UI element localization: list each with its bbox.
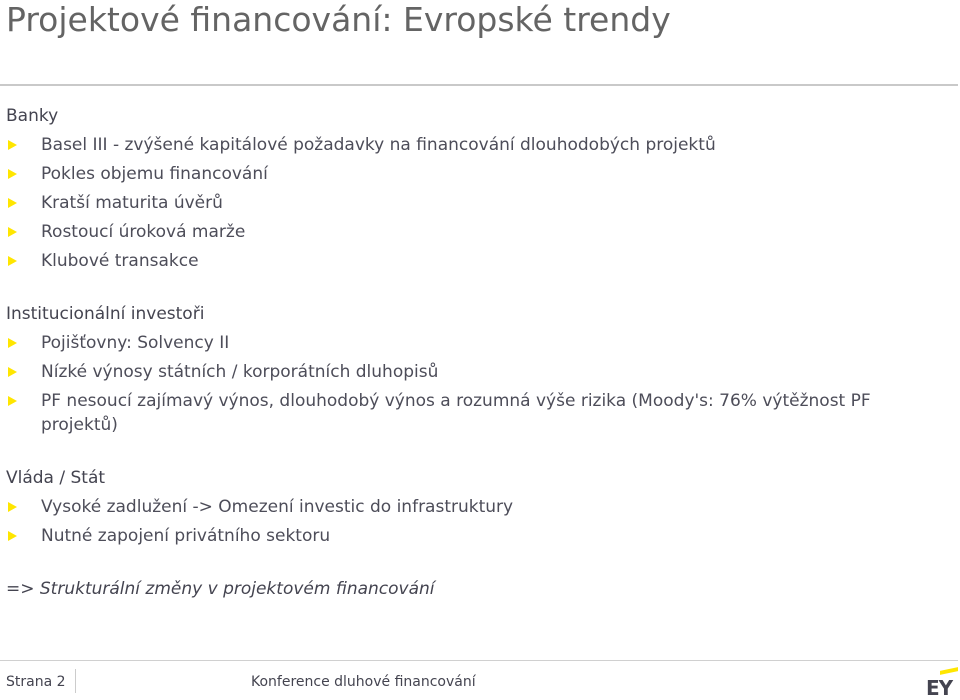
list-item: Kratší maturita úvěrů — [6, 191, 946, 215]
triangle-bullet-icon — [8, 140, 17, 150]
list-item: Basel III - zvýšené kapitálové požadavky na financování dlouhodobých projektů — [6, 133, 946, 157]
triangle-bullet-icon — [8, 198, 17, 208]
triangle-bullet-icon — [8, 169, 17, 179]
triangle-bullet-icon — [8, 396, 17, 406]
bullet-list — [6, 331, 946, 437]
spacer — [6, 278, 946, 302]
triangle-bullet-icon — [8, 227, 17, 237]
ey-logo: EY — [926, 676, 953, 700]
page-title: Projektové financování: Evropské trendy — [6, 0, 671, 39]
triangle-bullet-icon — [8, 502, 17, 512]
section-heading: Institucionální investoři — [6, 304, 205, 324]
list-item: Klubové transakce — [6, 249, 946, 273]
section-vlada-stat — [6, 466, 946, 548]
slide-content — [6, 104, 946, 601]
section-heading: Vláda / Stát — [6, 468, 106, 488]
bullet-list — [6, 495, 946, 548]
list-item: Pojišťovny: Solvency II — [6, 331, 946, 355]
logo-bar-icon — [940, 667, 958, 675]
triangle-bullet-icon — [8, 367, 17, 377]
list-item: Rostoucí úroková marže — [6, 220, 946, 244]
triangle-bullet-icon — [8, 256, 17, 266]
footer-separator — [75, 669, 76, 693]
bullet-list — [6, 133, 946, 273]
list-item: Vysoké zadlužení -> Omezení investic do infrastruktury — [6, 495, 946, 519]
title-divider — [0, 84, 958, 86]
footer-conference: Konference dluhové financování — [251, 674, 476, 690]
section-institucionalni-investori — [6, 302, 946, 437]
triangle-bullet-icon — [8, 531, 17, 541]
spacer — [6, 553, 946, 577]
section-banky — [6, 104, 946, 273]
list-item: Nízké výnosy státních / korporátních dluhopisů — [6, 360, 946, 384]
page-number: Strana 2 — [6, 674, 66, 690]
footer-divider — [0, 660, 958, 661]
triangle-bullet-icon — [8, 338, 17, 348]
section-heading: Banky — [6, 106, 59, 126]
conclusion-text: => Strukturální změny v projektovém financování — [6, 579, 435, 599]
list-item: Nutné zapojení privátního sektoru — [6, 524, 946, 548]
list-item: Pokles objemu financování — [6, 162, 946, 186]
spacer — [6, 442, 946, 466]
list-item: PF nesoucí zajímavý výnos, dlouhodobý výnos a rozumná výše rizika (Moody's: 76% výtěžnost PF projektů) — [6, 389, 946, 437]
